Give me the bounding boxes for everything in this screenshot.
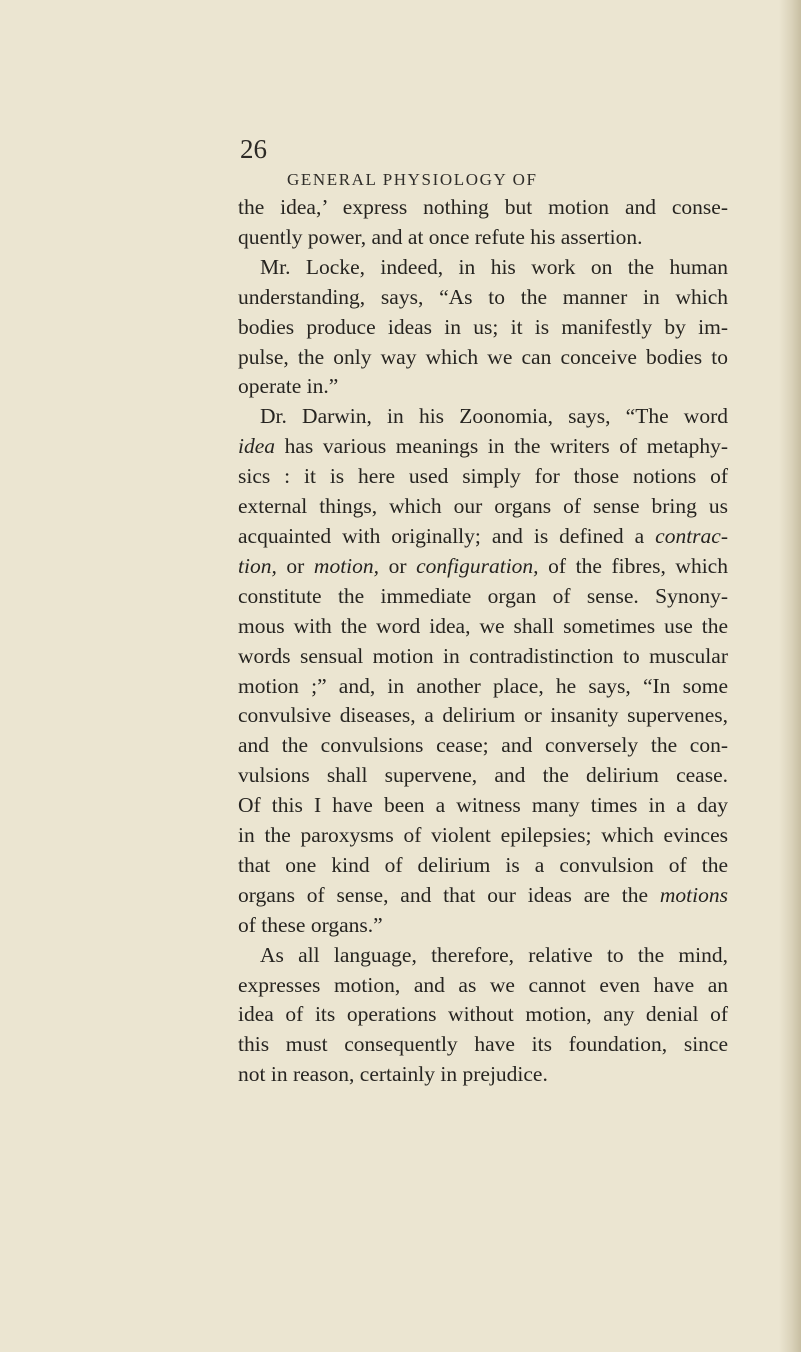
text-line <box>238 971 728 1001</box>
text-run: in the paroxysms of violent epilepsies; which evinces <box>238 823 728 848</box>
text-line <box>238 612 728 642</box>
text-run: vulsions shall supervene, and the delirium cease. <box>238 763 728 788</box>
paragraph <box>238 253 728 403</box>
text-line <box>238 1060 728 1090</box>
text-run: external things, which our organs of sense bring us <box>238 494 728 519</box>
text-line <box>238 672 728 702</box>
text-line <box>238 761 728 791</box>
text-run: acquainted with originally; and is defined a <box>238 523 656 548</box>
text-line <box>238 462 728 492</box>
running-head: GENERAL PHYSIOLOGY OF <box>287 170 538 189</box>
body-text <box>238 193 728 1090</box>
text-line <box>238 253 728 283</box>
text-line <box>238 642 728 672</box>
italic-text: tion, <box>238 553 277 578</box>
italic-text: motion, <box>313 553 380 578</box>
text-line <box>238 432 728 462</box>
text-line <box>238 313 728 343</box>
text-run: of the fibres, which <box>538 553 728 578</box>
text-run: of these organs.” <box>238 912 383 937</box>
text-run: Mr. Locke, indeed, in his work on the human <box>260 254 728 279</box>
italic-text: configuration, <box>416 553 539 578</box>
text-line <box>238 851 728 881</box>
page-edge-shadow <box>779 0 801 1352</box>
text-run: operate in.” <box>238 374 339 399</box>
text-run: pulse, the only way which we can conceive bodies to <box>238 344 728 369</box>
text-run: sics : it is here used simply for those notions of <box>238 464 728 489</box>
paragraph <box>238 402 728 940</box>
text-line <box>238 283 728 313</box>
text-run: quently power, and at once refute his assertion. <box>238 224 643 249</box>
text-line <box>238 731 728 761</box>
text-line <box>238 343 728 373</box>
text-run: words sensual motion in contradistinction to muscular <box>238 643 728 668</box>
text-run: expresses motion, and as we cannot even have an <box>238 972 728 997</box>
italic-text: motions <box>659 882 728 907</box>
text-run: not in reason, certainly in prejudice. <box>238 1062 548 1087</box>
paragraph <box>238 193 728 253</box>
text-run: mous with the word idea, we shall sometimes use the <box>238 613 728 638</box>
text-run: motion ;” and, in another place, he says, “In some <box>238 673 728 698</box>
text-line <box>238 492 728 522</box>
text-line <box>238 402 728 432</box>
text-line <box>238 193 728 223</box>
text-line <box>238 522 728 552</box>
text-line <box>238 372 728 402</box>
text-run: Of this I have been a witness many times in a day <box>238 793 728 818</box>
text-line <box>238 223 728 253</box>
text-line <box>238 791 728 821</box>
text-run: organs of sense, and that our ideas are the <box>238 882 660 907</box>
text-run: the idea,’ express nothing but motion and conse- <box>238 195 728 219</box>
text-line <box>238 881 728 911</box>
text-run: bodies produce ideas in us; it is manifestly by im- <box>238 314 728 339</box>
text-line <box>238 701 728 731</box>
text-line <box>238 911 728 941</box>
italic-text: contrac- <box>655 523 728 548</box>
paragraph <box>238 941 728 1091</box>
text-run: this must consequently have its foundation, since <box>238 1032 728 1057</box>
text-run: convulsive diseases, a delirium or insanity supervenes, <box>238 703 728 728</box>
text-run: has various meanings in the writers of metaphy- <box>275 434 728 459</box>
text-line <box>238 941 728 971</box>
text-run: understanding, says, “As to the manner in which <box>238 284 728 309</box>
text-line <box>238 1000 728 1030</box>
text-line <box>238 1030 728 1060</box>
text-run: or <box>379 553 417 578</box>
text-line <box>238 582 728 612</box>
text-run: As all language, therefore, relative to the mind, <box>260 942 728 967</box>
text-line <box>238 821 728 851</box>
text-run: idea of its operations without motion, any denial of <box>238 1002 728 1027</box>
text-run: Dr. Darwin, in his Zoonomia, says, “The word <box>260 404 728 429</box>
text-line <box>238 552 728 582</box>
italic-text: idea <box>238 434 276 459</box>
text-run: that one kind of delirium is a convulsion of the <box>238 852 728 877</box>
text-run: or <box>276 553 314 578</box>
text-run: and the convulsions cease; and conversely the con- <box>238 733 728 758</box>
page-number: 26 <box>240 134 267 164</box>
text-run: constitute the immediate organ of sense. Synony- <box>238 583 728 608</box>
